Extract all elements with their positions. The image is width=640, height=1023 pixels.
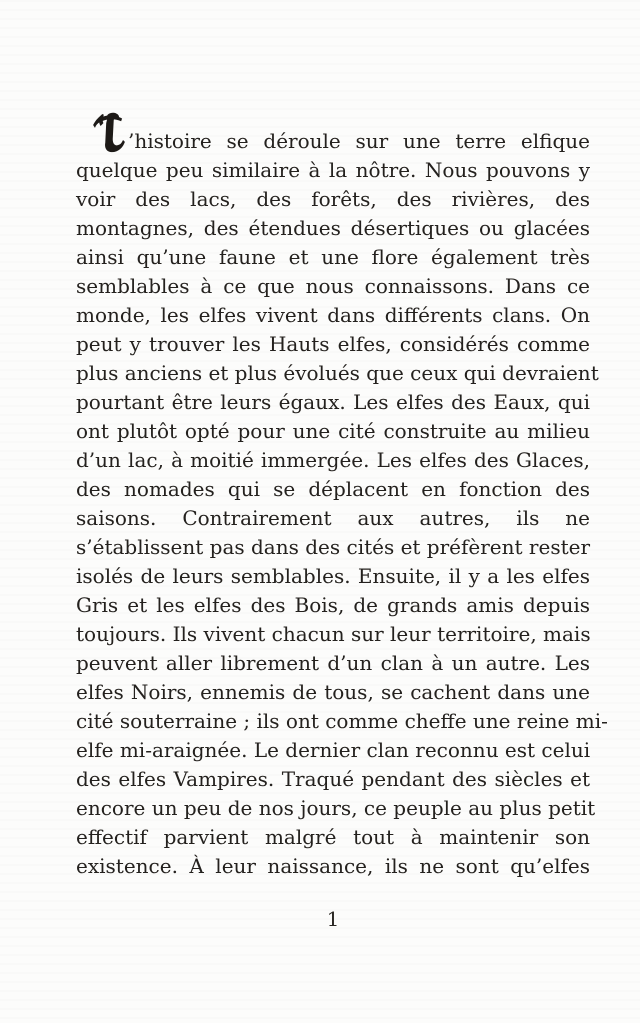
text-line: isolés de leurs semblables. Ensuite, il y a les elfes [76,564,590,588]
text-line: semblables à ce que nous connaissons. Dans ce [76,274,590,298]
text-line: elfes Noirs, ennemis de tous, se cachent dans une [76,680,590,704]
text-line: ont plutôt opté pour une cité construite au milieu [76,419,590,443]
text-line: peut y trouver les Hauts elfes, considérés comme [76,332,590,356]
text-line: voir des lacs, des forêts, des rivières, des [76,187,590,211]
text-line: toujours. Ils vivent chacun sur leur territoire, mais [76,622,591,646]
text-line: Gris et les elfes des Bois, de grands amis depuis [76,593,590,617]
text-line: existence. À leur naissance, ils ne sont qu’elfes [76,854,590,878]
text-line: des elfes Vampires. Traqué pendant des siècles et [76,767,590,791]
paragraph-lines [76,156,608,881]
text-line: montagnes, des étendues désertiques ou glacées [76,216,590,240]
text-line: ainsi qu’une faune et une flore également très [76,245,590,269]
text-line: monde, les elfes vivent dans différents clans. On [76,303,590,327]
text-line-content: ’histoire se déroule sur une terre elfique [128,129,590,153]
text-line: elfe mi-araignée. Le dernier clan reconnu est celui [76,738,591,762]
text-line: quelque peu similaire à la nôtre. Nous pouvons y [76,158,590,182]
text-line: effectif parvient malgré tout à maintenir son [76,825,590,849]
text-line: pourtant être leurs égaux. Les elfes des Eaux, qui [76,390,590,414]
text-line: saisons. Contrairement aux autres, ils ne [76,506,590,530]
text-line: peuvent aller librement d’un clan à un autre. Les [76,651,590,675]
text-line: encore un peu de nos jours, ce peuple au plus petit [76,796,596,820]
text-line: d’un lac, à moitié immergée. Les elfes des Glaces, [76,448,590,472]
dropcap-initial-icon [93,111,125,154]
text-line: des nomades qui se déplacent en fonction des [76,477,590,501]
text-line: plus anciens et plus évolués que ceux qui devraient [76,361,599,385]
text-line: s’établissent pas dans des cités et préfèrent rester [76,535,591,559]
paragraph [76,127,608,881]
text-line: cité souterraine ; ils ont comme cheffe une reine mi- [76,709,608,733]
page-number: 1 [326,907,340,931]
text-line [76,127,590,156]
